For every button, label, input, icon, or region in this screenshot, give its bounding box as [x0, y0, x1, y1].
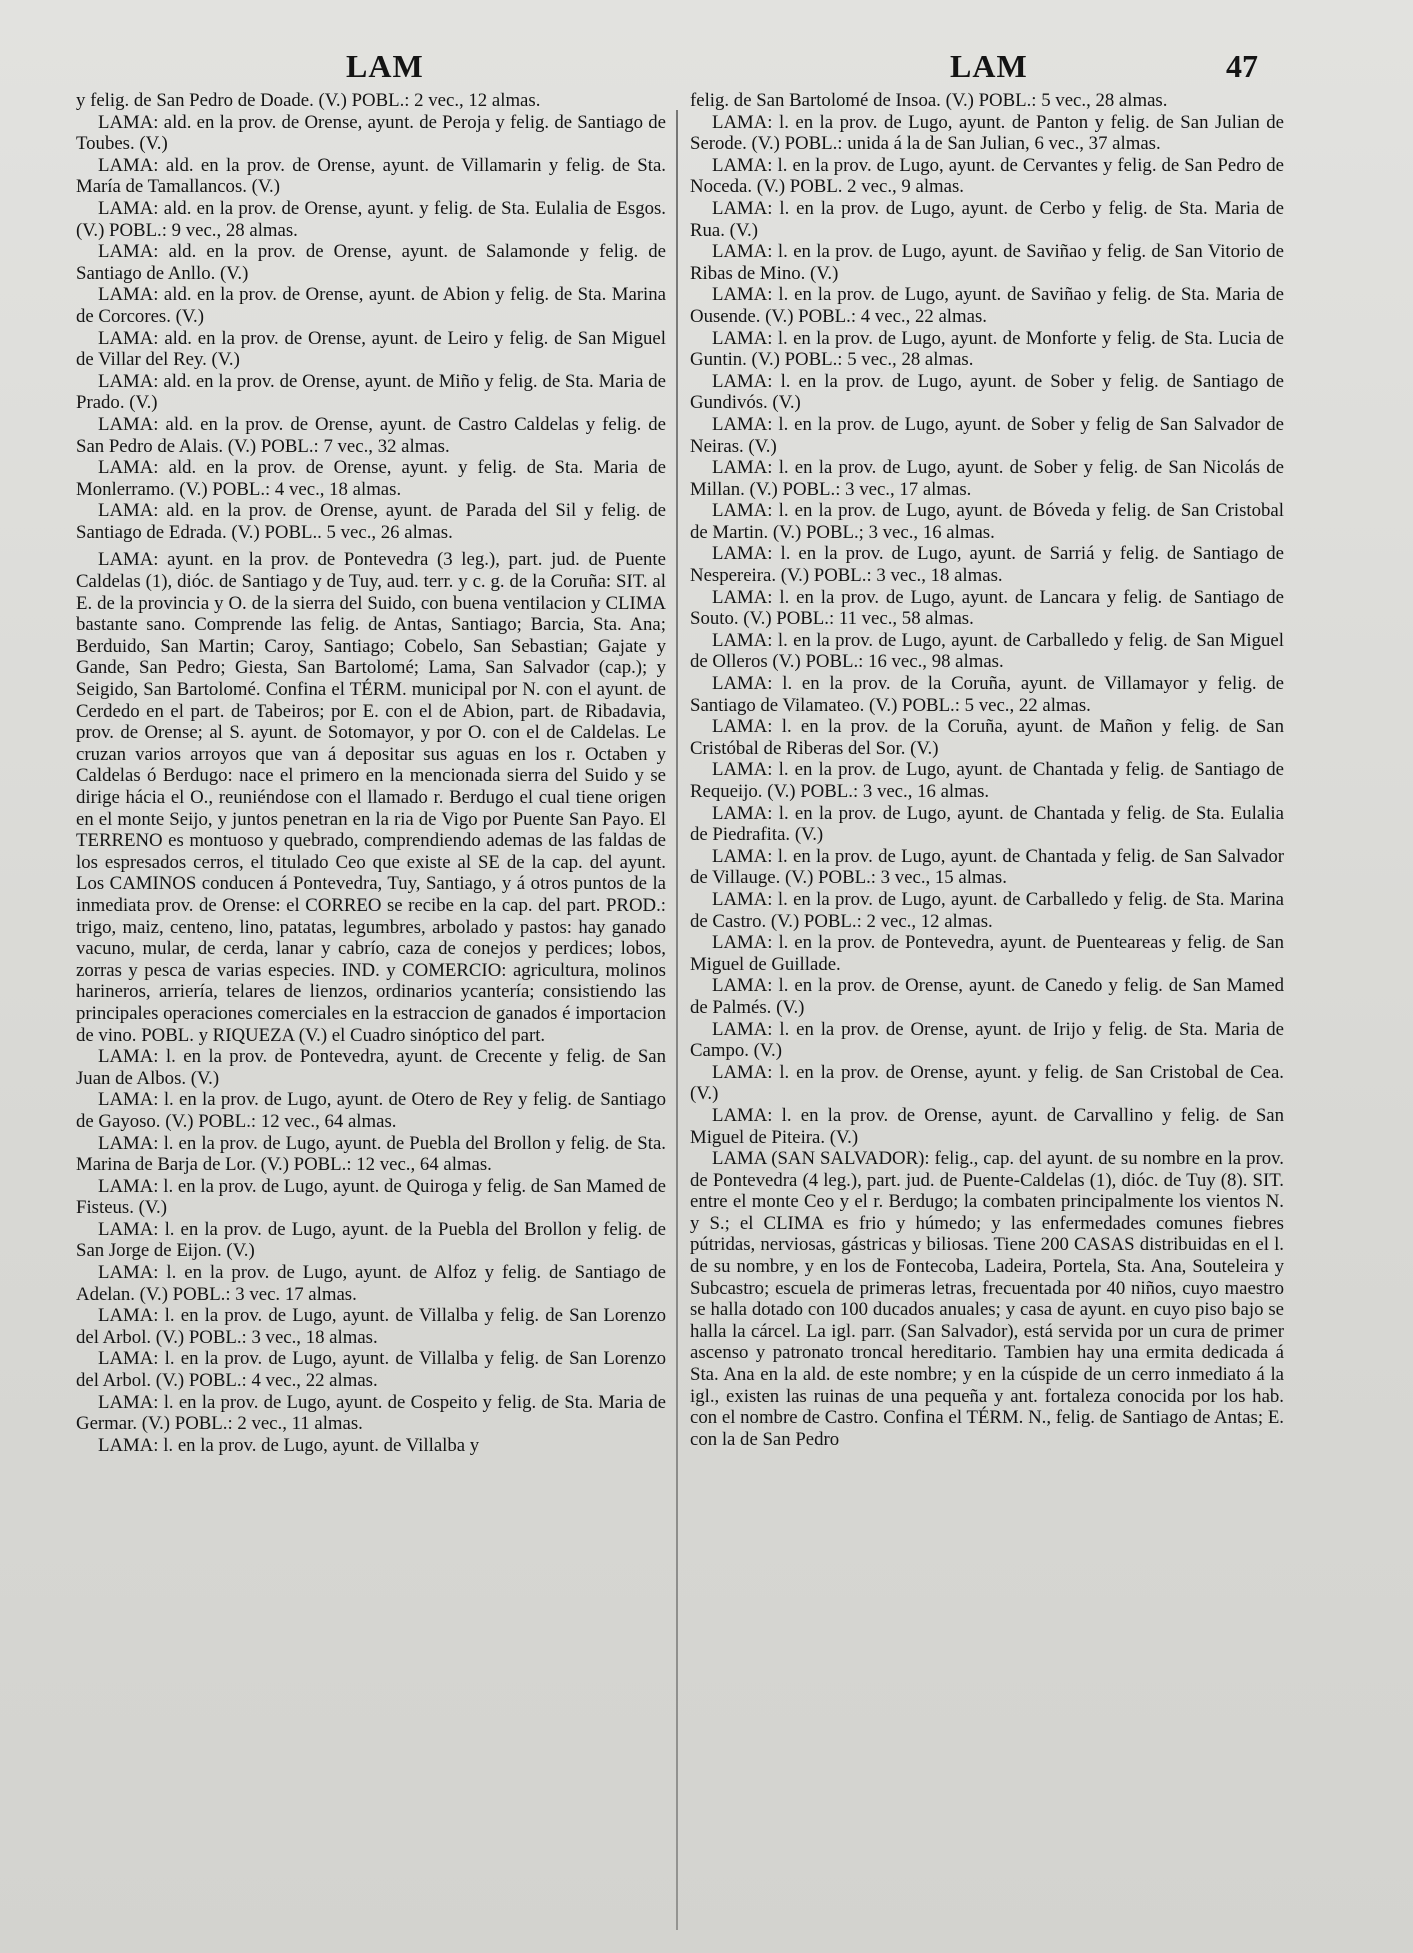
- entry: LAMA: l. en la prov. de Orense, ayunt. y felig. de San Cristobal de Cea. (V.): [690, 1061, 1284, 1105]
- entry: LAMA: ald. en la prov. de Orense, ayunt. y felig. de Sta. Maria de Monlerramo. (V.) POBL.: 4 vec., 18 almas.: [76, 457, 666, 500]
- entry-parroquia: LAMA (SAN SALVADOR): felig., cap. del ayunt. de su nombre en la prov. de Pontevedra (4 leg.), part. jud. de Puente-Caldelas (1), dióc. de Tuy (8). SIT. entre el monte Ceo y el r. Berdugo; la combaten principalmente los vientos N. y S.; el CLIMA es frio y húmedo; y las enfermedades comunes fiebres pútridas, nerviosas, gástricas y biliosas. Tiene 200 CASAS distribuidas en el l. de su nombre, y en los de Fontecoba, Ladeira, Portela, Sta. Ana, Souteleira y Subcastro; escuela de primeras letras, frecuentada por 40 niños, cuyo maestro se halla dotado con 100 ducados anuales; y casa de ayunt. en cuyo piso bajo se halla la cárcel. La igl. parr. (San Salvador), está servida por un cura de primer ascenso y patronato troncal hereditario. Tambien hay una ermita dedicada á Sta. Ana en la ald. de este nombre; y en la cúspide de un cerro inmediato á la igl., existen las ruinas de una pequeña y ant. fortaleza conocida por los hab. con el nombre de Castro. Confina el TÉRM. N., felig. de Santiago de Antas; E. con la de San Pedro: [690, 1148, 1284, 1450]
- entry: LAMA: l. en la prov. de Lugo, ayunt. de Sarriá y felig. de Santiago de Nespereira. (V.) POBL.: 3 vec., 18 almas.: [690, 543, 1284, 587]
- entry: LAMA: l. en la prov. de Orense, ayunt. de Irijo y felig. de Sta. Maria de Campo. (V.): [690, 1018, 1284, 1062]
- entry: LAMA: l. en la prov. de Lugo, ayunt. de Panton y felig. de San Julian de Serode. (V.) POBL.: unida á la de San Julian, 6 vec., 37 almas.: [690, 111, 1284, 155]
- entry: LAMA: l. en la prov. de Lugo, ayunt. de Puebla del Brollon y felig. de Sta. Marina de Barja de Lor. (V.) POBL.: 12 vec., 64 almas.: [76, 1132, 666, 1176]
- entry: LAMA: l. en la prov. de Lugo, ayunt. de Lancara y felig. de Santiago de Souto. (V.) POBL.: 11 vec., 58 almas.: [690, 586, 1284, 630]
- entry: LAMA: l. en la prov. de Lugo, ayunt. de Otero de Rey y felig. de Santiago de Gayoso. (V.) POBL.: 12 vec., 64 almas.: [76, 1089, 666, 1132]
- entry: felig. de San Bartolomé de Insoa. (V.) POBL.: 5 vec., 28 almas.: [690, 90, 1168, 111]
- entry: LAMA: l. en la prov. de la Coruña, ayunt. de Villamayor y felig. de Santiago de Vilamateo. (V.) POBL.: 5 vec., 22 almas.: [690, 673, 1284, 716]
- entry: LAMA: l. en la prov. de Lugo, ayunt. de Saviñao y felig. de Sta. Maria de Ousende. (V.) POBL.: 4 vec., 22 almas.: [690, 284, 1284, 327]
- entry: LAMA: l. en la prov. de Pontevedra, ayunt. de Puenteareas y felig. de San Miguel de Guillade.: [690, 932, 1284, 975]
- entry: LAMA: l. en la prov. de Lugo, ayunt. de Bóveda y felig. de San Cristobal de Martin. (V.) POBL.; 3 vec., 16 almas.: [690, 500, 1284, 543]
- entry: LAMA: l. en la prov. de Orense, ayunt. de Canedo y felig. de San Mamed de Palmés. (V.): [690, 975, 1284, 1018]
- entry: LAMA: l. en la prov. de Lugo, ayunt. de Cerbo y felig. de Sta. Maria de Rua. (V.): [690, 197, 1284, 241]
- left-column: [76, 90, 666, 1456]
- entry: LAMA: ald. en la prov. de Orense, ayunt. de Leiro y felig. de San Miguel de Villar del Rey. (V.): [76, 327, 666, 371]
- entry: LAMA: ald. en la prov. de Orense, ayunt. de Castro Caldelas y felig. de San Pedro de Alais. (V.) POBL.: 7 vec., 32 almas.: [76, 413, 666, 457]
- entry: LAMA: l. en la prov. de Lugo, ayunt. de Cervantes y felig. de San Pedro de Noceda. (V.) POBL. 2 vec., 9 almas.: [690, 154, 1284, 198]
- entry: LAMA: l. en la prov. de Lugo, ayunt. de Sober y felig. de San Nicolás de Millan. (V.) POBL.: 3 vec., 17 almas.: [690, 457, 1284, 500]
- entry: LAMA: ald. en la prov. de Orense, ayunt. de Abion y felig. de Sta. Marina de Corcores. (V.): [76, 284, 666, 327]
- entry: LAMA: l. en la prov. de Lugo, ayunt. de Carballedo y felig. de San Miguel de Olleros (V.) POBL.: 16 vec., 98 almas.: [690, 629, 1284, 673]
- entry: LAMA: ald. en la prov. de Orense, ayunt. de Villamarin y felig. de Sta. María de Tamallancos. (V.): [76, 154, 666, 198]
- entry-ayuntamiento: LAMA: ayunt. en la prov. de Pontevedra (3 leg.), part. jud. de Puente Caldelas (1), dióc. de Santiago y de Tuy, aud. terr. y c. g. de la Coruña: SIT. al E. de la provincia y O. de la sierra del Suido, con buena ventilacion y CLIMA bastante sano. Comprende las felig. de Antas, Santiago; Barcia, Sta. Ana; Berduido, San Martin; Caroy, Santiago; Cobelo, San Sebastian; Gajate y Gande, San Pedro; Giesta, San Bartolomé; Lama, San Salvador (cap.); y Seigido, San Bartolomé. Confina el TÉRM. municipal por N. con el ayunt. de Cerdedo en el part. de Tabeiros; por E. con el de Abion, part. de Ribadavia, prov. de Orense; al S. ayunt. de Sotomayor, y por O. con el de Caldelas. Le cruzan varios arroyos que van á depositar sus aguas en los r. Octaben y Caldelas ó Berdugo: nace el primero en la mencionada sierra del Suido y se dirige hácia el O., reuniéndose con el llamado r. Berdugo el cual tiene origen en el monte Seijo, y juntos penetran en la ria de Vigo por Puente San Payo. El TERRENO es montuoso y quebrado, comprendiendo ademas de las faldas de los espresados cerros, el titulado Ceo que existe al SE de la cap. del ayunt. Los CAMINOS conducen á Pontevedra, Tuy, Santiago, y á otros puntos de la inmediata prov. de Orense: el CORREO se recibe en la cap. del part. PROD.: trigo, maiz, centeno, lino, patatas, legumbres, arbolado y pastos: hay ganado vacuno, mular, de cerda, lanar y cabrío, caza de conejos y perdices; lobos, zorras y pesca de varias especies. IND. y COMERCIO: agricultura, molinos harineros, arriería, telares de lienzos, ordinarios ycantería; consistiendo las principales operaciones comerciales en la estraccion de ganados é importacion de vino. POBL. y RIQUEZA (V.) el Cuadro sinóptico del part.: [76, 549, 666, 1046]
- entry: LAMA: l. en la prov. de Lugo, ayunt. de Sober y felig de San Salvador de Neiras. (V.): [690, 413, 1284, 457]
- entry: LAMA: l. en la prov. de Lugo, ayunt. de Cospeito y felig. de Sta. Maria de Germar. (V.) POBL.: 2 vec., 11 almas.: [76, 1391, 666, 1435]
- left-running-head: LAM: [346, 48, 424, 84]
- entry: LAMA: ald. en la prov. de Orense, ayunt. de Miño y felig. de Sta. Maria de Prado. (V.): [76, 370, 666, 414]
- right-column: [690, 90, 1284, 1450]
- entry: LAMA: l. en la prov. de Lugo, ayunt. de la Puebla del Brollon y felig. de San Jorge de Eijon. (V.): [76, 1218, 666, 1262]
- column-divider: [676, 110, 678, 1930]
- entry: LAMA: l. en la prov. de Lugo, ayunt. de Chantada y felig. de Santiago de Requeijo. (V.) POBL.: 3 vec., 16 almas.: [690, 759, 1284, 802]
- entry: LAMA: l. en la prov. de Pontevedra, ayunt. de Crecente y felig. de San Juan de Albos. (V.): [76, 1046, 666, 1089]
- entry: LAMA: l. en la prov. de Lugo, ayunt. de Chantada y felig. de San Salvador de Villauge. (V.) POBL.: 3 vec., 15 almas.: [690, 845, 1284, 889]
- entry: LAMA: l. en la prov. de Lugo, ayunt. de Saviñao y felig. de San Vitorio de Ribas de Mino. (V.): [690, 241, 1284, 284]
- entry: LAMA: l. en la prov. de Lugo, ayunt. de Villalba y felig. de San Lorenzo del Arbol. (V.) POBL.: 4 vec., 22 almas.: [76, 1348, 666, 1392]
- right-running-head: LAM: [950, 48, 1028, 84]
- entry: LAMA: ald. en la prov. de Orense, ayunt. de Parada del Sil y felig. de Santiago de Edrada. (V.) POBL.. 5 vec., 26 almas.: [76, 500, 666, 543]
- entry: LAMA: l. en la prov. de Lugo, ayunt. de Chantada y felig. de Sta. Eulalia de Piedrafita. (V.): [690, 802, 1284, 846]
- entry: LAMA: l. en la prov. de Lugo, ayunt. de Carballedo y felig. de Sta. Marina de Castro. (V.) POBL.: 2 vec., 12 almas.: [690, 888, 1284, 932]
- entry: LAMA: l. en la prov. de la Coruña, ayunt. de Mañon y felig. de San Cristóbal de Riberas del Sor. (V.): [690, 716, 1284, 759]
- entry: LAMA: l. en la prov. de Lugo, ayunt. de Alfoz y felig. de Santiago de Adelan. (V.) POBL.: 3 vec. 17 almas.: [76, 1262, 666, 1305]
- entry: LAMA: l. en la prov. de Lugo, ayunt. de Villalba y felig. de San Lorenzo del Arbol. (V.) POBL.: 3 vec., 18 almas.: [76, 1305, 666, 1348]
- entry: LAMA: l. en la prov. de Orense, ayunt. de Carvallino y felig. de San Miguel de Piteira. (V.): [690, 1104, 1284, 1148]
- entry: y felig. de San Pedro de Doade. (V.) POBL.: 2 vec., 12 almas.: [76, 90, 541, 111]
- entry: LAMA: l. en la prov. de Lugo, ayunt. de Sober y felig. de Santiago de Gundivós. (V.): [690, 370, 1284, 414]
- entry: LAMA: ald. en la prov. de Orense, ayunt. y felig. de Sta. Eulalia de Esgos. (V.) POBL.: 9 vec., 28 almas.: [76, 197, 666, 241]
- page-number: 47: [1226, 48, 1258, 84]
- entry: LAMA: l. en la prov. de Lugo, ayunt. de Quiroga y felig. de San Mamed de Fisteus. (V.): [76, 1175, 666, 1219]
- entry: LAMA: ald. en la prov. de Orense, ayunt. de Salamonde y felig. de Santiago de Anllo. (V.): [76, 241, 666, 284]
- entry: LAMA: l. en la prov. de Lugo, ayunt. de Villalba y: [98, 1434, 480, 1456]
- entry: LAMA: l. en la prov. de Lugo, ayunt. de Monforte y felig. de Sta. Lucia de Guntin. (V.) POBL.: 5 vec., 28 almas.: [690, 327, 1284, 371]
- entry: LAMA: ald. en la prov. de Orense, ayunt. de Peroja y felig. de Santiago de Toubes. (V.): [76, 111, 666, 155]
- page-header: [0, 48, 1413, 88]
